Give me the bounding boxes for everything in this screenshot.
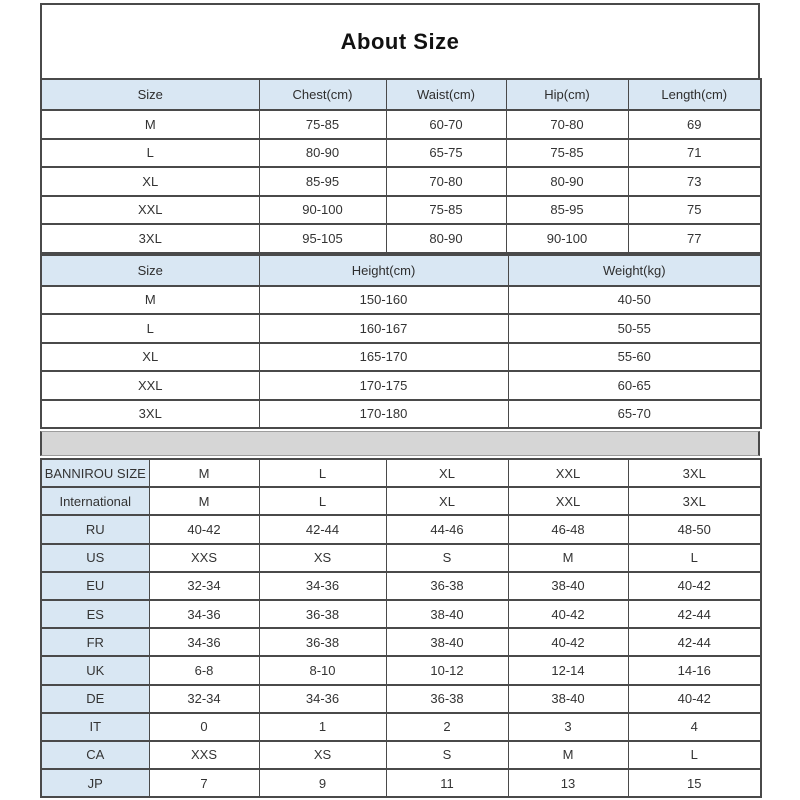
table-cell: 65-70 <box>508 400 761 429</box>
separator-bar <box>40 431 760 456</box>
table-cell: RU <box>41 515 149 543</box>
table-row <box>41 741 761 769</box>
table-cell: 77 <box>628 224 761 253</box>
table-cell: 12-14 <box>508 656 628 684</box>
table-cell: 40-42 <box>149 515 259 543</box>
table-row <box>41 110 761 139</box>
table-cell: 34-36 <box>149 628 259 656</box>
table-cell: XXL <box>41 196 259 225</box>
table-cell: 2 <box>386 713 508 741</box>
table-cell: 10-12 <box>386 656 508 684</box>
column-header-hip: Hip(cm) <box>506 79 628 110</box>
table-cell: S <box>386 544 508 572</box>
table-cell: DE <box>41 685 149 713</box>
table-row <box>41 286 761 315</box>
table-cell: 69 <box>628 110 761 139</box>
table-cell: 38-40 <box>508 685 628 713</box>
table-row <box>41 371 761 400</box>
table-cell: XL <box>41 343 259 372</box>
table-cell: 160-167 <box>259 314 508 343</box>
table-cell: 36-38 <box>259 600 386 628</box>
table-cell: 8-10 <box>259 656 386 684</box>
table-cell: 75-85 <box>506 139 628 168</box>
table-row <box>41 314 761 343</box>
table-cell: JP <box>41 769 149 797</box>
table-cell: 50-55 <box>508 314 761 343</box>
table-cell: L <box>259 459 386 487</box>
table-cell: 71 <box>628 139 761 168</box>
table-row <box>41 656 761 684</box>
table-cell: M <box>149 487 259 515</box>
table-row <box>41 572 761 600</box>
table-cell: L <box>41 314 259 343</box>
table-row <box>41 713 761 741</box>
table-row <box>41 628 761 656</box>
table-cell: 40-42 <box>508 600 628 628</box>
table-cell: 75 <box>628 196 761 225</box>
table-cell: 80-90 <box>386 224 506 253</box>
table-row <box>41 515 761 543</box>
size-conversion-table <box>40 458 762 798</box>
table-cell: 80-90 <box>506 167 628 196</box>
table-cell: 40-42 <box>628 572 761 600</box>
table-cell: 95-105 <box>259 224 386 253</box>
size-chart-sheet <box>40 3 760 798</box>
table-cell: M <box>41 110 259 139</box>
table-cell: CA <box>41 741 149 769</box>
table-cell: XL <box>41 167 259 196</box>
table-cell: XL <box>386 459 508 487</box>
table-cell: 70-80 <box>506 110 628 139</box>
table-cell: S <box>386 741 508 769</box>
column-header-height: Height(cm) <box>259 255 508 286</box>
table-cell: L <box>41 139 259 168</box>
table-cell: 32-34 <box>149 685 259 713</box>
table-cell: 36-38 <box>386 685 508 713</box>
table-cell: L <box>628 741 761 769</box>
table-cell: 3XL <box>41 400 259 429</box>
table-cell: L <box>628 544 761 572</box>
table-cell: 1 <box>259 713 386 741</box>
table-cell: 4 <box>628 713 761 741</box>
table-cell: M <box>508 741 628 769</box>
table-cell: 42-44 <box>628 600 761 628</box>
table-cell: 38-40 <box>386 600 508 628</box>
title-box <box>40 3 760 78</box>
table-cell: 34-36 <box>149 600 259 628</box>
table-cell: 14-16 <box>628 656 761 684</box>
table-cell: 3XL <box>41 224 259 253</box>
column-header-waist: Waist(cm) <box>386 79 506 110</box>
table-cell: 46-48 <box>508 515 628 543</box>
table-cell: UK <box>41 656 149 684</box>
table-cell: 38-40 <box>386 628 508 656</box>
table-cell: 7 <box>149 769 259 797</box>
table-cell: L <box>259 487 386 515</box>
table-cell: M <box>41 286 259 315</box>
table-row <box>41 400 761 429</box>
column-header-size: Size <box>41 79 259 110</box>
table-row <box>41 544 761 572</box>
table-cell: 55-60 <box>508 343 761 372</box>
table-cell: BANNIROU SIZE <box>41 459 149 487</box>
height-weight-table <box>40 254 762 430</box>
column-header-length: Length(cm) <box>628 79 761 110</box>
table-cell: 70-80 <box>386 167 506 196</box>
table-row <box>41 685 761 713</box>
table-row <box>41 343 761 372</box>
table-cell: 40-42 <box>508 628 628 656</box>
table-cell: XXL <box>41 371 259 400</box>
table-cell: XXL <box>508 459 628 487</box>
table-cell: 15 <box>628 769 761 797</box>
table-row <box>41 459 761 487</box>
table-cell: 9 <box>259 769 386 797</box>
table-cell: 170-175 <box>259 371 508 400</box>
table-cell: 34-36 <box>259 685 386 713</box>
column-header-weight: Weight(kg) <box>508 255 761 286</box>
table-cell: 40-50 <box>508 286 761 315</box>
column-header-size: Size <box>41 255 259 286</box>
table-cell: 36-38 <box>386 572 508 600</box>
measurement-table-header-row <box>41 79 761 110</box>
table-cell: 90-100 <box>506 224 628 253</box>
table-cell: 80-90 <box>259 139 386 168</box>
table-cell: 44-46 <box>386 515 508 543</box>
table-cell: 75-85 <box>259 110 386 139</box>
table-cell: 60-65 <box>508 371 761 400</box>
table-cell: XL <box>386 487 508 515</box>
table-cell: 0 <box>149 713 259 741</box>
table-cell: 3 <box>508 713 628 741</box>
table-cell: 150-160 <box>259 286 508 315</box>
table-cell: 3XL <box>628 459 761 487</box>
table-cell: 13 <box>508 769 628 797</box>
table-cell: 48-50 <box>628 515 761 543</box>
table-cell: 170-180 <box>259 400 508 429</box>
table-cell: 36-38 <box>259 628 386 656</box>
table-cell: XS <box>259 741 386 769</box>
table-cell: M <box>149 459 259 487</box>
table-cell: 3XL <box>628 487 761 515</box>
table-cell: 60-70 <box>386 110 506 139</box>
measurement-table <box>40 78 762 254</box>
table-cell: 73 <box>628 167 761 196</box>
table-row <box>41 139 761 168</box>
table-cell: 90-100 <box>259 196 386 225</box>
column-header-chest: Chest(cm) <box>259 79 386 110</box>
table-cell: 42-44 <box>259 515 386 543</box>
height-weight-table-header-row <box>41 255 761 286</box>
table-cell: International <box>41 487 149 515</box>
table-cell: 42-44 <box>628 628 761 656</box>
table-row <box>41 224 761 253</box>
table-cell: 75-85 <box>386 196 506 225</box>
table-cell: 65-75 <box>386 139 506 168</box>
table-cell: 34-36 <box>259 572 386 600</box>
table-cell: 85-95 <box>259 167 386 196</box>
page-title: About Size <box>340 28 460 54</box>
table-row <box>41 196 761 225</box>
table-cell: FR <box>41 628 149 656</box>
table-cell: US <box>41 544 149 572</box>
table-cell: IT <box>41 713 149 741</box>
table-row <box>41 167 761 196</box>
table-row <box>41 600 761 628</box>
table-cell: XXS <box>149 544 259 572</box>
table-cell: 40-42 <box>628 685 761 713</box>
table-cell: XXS <box>149 741 259 769</box>
table-cell: 11 <box>386 769 508 797</box>
table-cell: 6-8 <box>149 656 259 684</box>
table-cell: 32-34 <box>149 572 259 600</box>
table-cell: 85-95 <box>506 196 628 225</box>
table-cell: M <box>508 544 628 572</box>
table-cell: ES <box>41 600 149 628</box>
table-cell: EU <box>41 572 149 600</box>
table-cell: XXL <box>508 487 628 515</box>
table-cell: XS <box>259 544 386 572</box>
table-row <box>41 487 761 515</box>
table-cell: 165-170 <box>259 343 508 372</box>
table-cell: 38-40 <box>508 572 628 600</box>
table-row <box>41 769 761 797</box>
